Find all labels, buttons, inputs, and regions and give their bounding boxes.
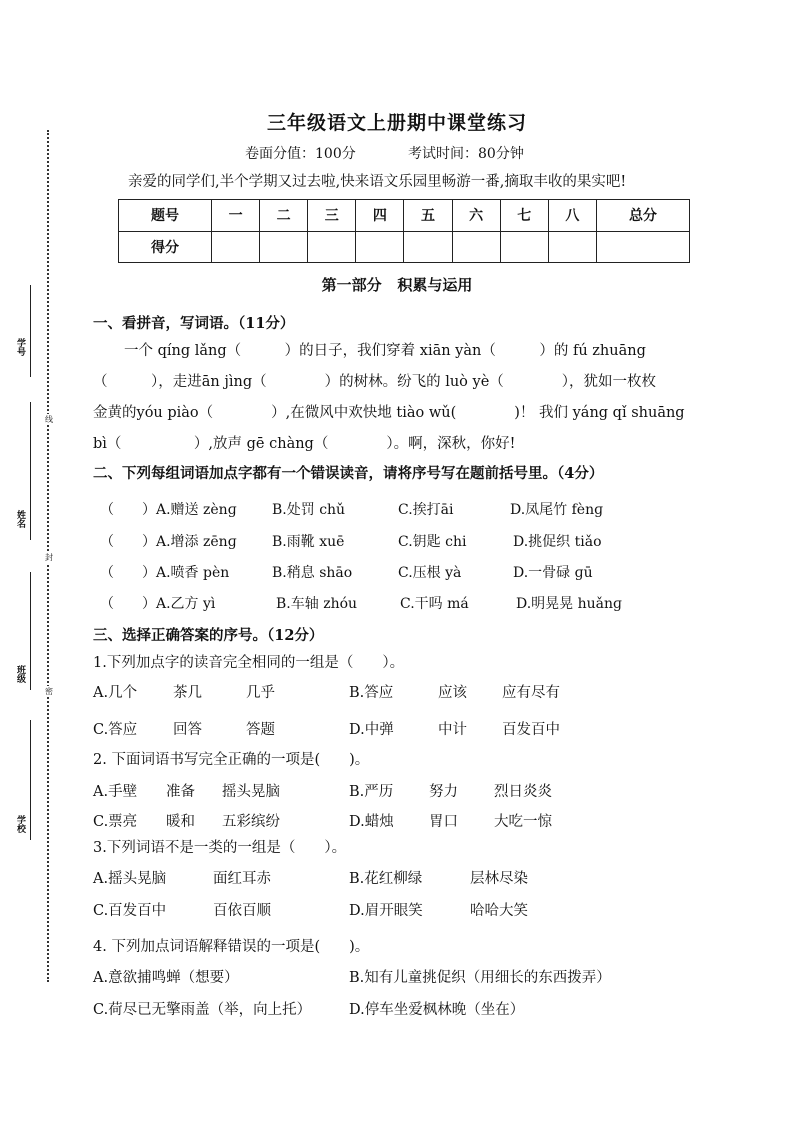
q3-item2-opt: 胃口 — [429, 814, 458, 830]
q1-heading: 一、看拼音，写词语。（11分） — [93, 315, 295, 332]
score-table-header-row — [119, 200, 690, 232]
q3-item2-opt: 暖和 — [166, 814, 195, 830]
q2-row2-d: D.挑促织 tiǎo — [513, 534, 602, 550]
q3-item3-opt: 哈哈大笑 — [470, 903, 528, 919]
q1-line-2: （ ），走进ān jìng（ ）的树林。纷飞的 luò yè（ ），犹如一枚枚 — [93, 374, 657, 390]
q2-row1-c: C.挨打āi — [398, 502, 454, 518]
q3-item2-opt: D.蜡烛 — [349, 814, 394, 830]
binding-label-student-id: 学号 — [15, 338, 25, 356]
q3-item2-opt: 烈日炎炎 — [494, 784, 552, 800]
school-line — [30, 720, 31, 840]
q2-row2-c: C.钥匙 chi — [398, 534, 467, 550]
q1-line-1: 一个 qíng lǎng（ ）的日子，我们穿着 xiān yàn（ ）的 fú zhuāng — [124, 343, 646, 359]
col-6: 六 — [452, 200, 500, 232]
q3-item4-opt: D.停车坐爱枫林晚（坐在） — [349, 1002, 525, 1018]
q3-item2-opt: C.票亮 — [93, 814, 138, 830]
q3-item2-opt: 五彩缤纷 — [222, 814, 280, 830]
q2-row1-b: B.处罚 chǔ — [272, 502, 346, 518]
col-7: 七 — [500, 200, 548, 232]
score-cell[interactable] — [500, 231, 548, 263]
q3-item1-stem: 1.下列加点字的读音完全相同的一组是（ ）。 — [93, 655, 405, 671]
binding-word-seal: 封 — [45, 553, 53, 562]
q3-item2-opt: B.严历 — [349, 784, 394, 800]
q3-item1-opt: A.几个 — [93, 685, 138, 701]
col-3: 三 — [308, 200, 356, 232]
q2-row4-d: D.明晃晃 huǎnɡ — [516, 596, 622, 612]
q3-item2-opt: 摇头晃脑 — [222, 784, 280, 800]
row-header-number: 题号 — [119, 200, 212, 232]
q3-item3-opt: 层林尽染 — [470, 871, 528, 887]
student-id-line — [30, 285, 31, 377]
q3-item1-opt: 几乎 — [246, 685, 275, 701]
q3-item3-stem: 3.下列词语不是一类的一组是（ ）。 — [93, 840, 347, 856]
q3-item3-opt: 面红耳赤 — [213, 871, 271, 887]
col-5: 五 — [404, 200, 452, 232]
q2-row3-a: （ ）A.喷香 pèn — [100, 565, 230, 581]
q3-item2-opt: 大吃一惊 — [494, 814, 552, 830]
q2-row3-d: D.一骨碌 ɡū — [513, 565, 593, 581]
part-title: 第一部分 积累与运用 — [321, 276, 473, 294]
q3-item4-stem: 4. 下列加点词语解释错误的一项是( )。 — [93, 939, 370, 955]
score-cell[interactable] — [212, 231, 260, 263]
q3-item1-opt: 百发百中 — [502, 722, 560, 738]
q3-item2-opt: A.手壁 — [93, 784, 138, 800]
q2-row2-b: B.雨靴 xuē — [272, 534, 345, 550]
q3-item1-opt: 回答 — [173, 722, 202, 738]
q3-item2-opt: 努力 — [429, 784, 458, 800]
q2-row1-d: D.凤尾竹 fènɡ — [510, 502, 604, 518]
row-header-score: 得分 — [119, 231, 212, 263]
q3-item3-opt: A.摇头晃脑 — [93, 871, 167, 887]
binding-label-school: 学校 — [15, 815, 25, 833]
q3-heading: 三、选择正确答案的序号。（12分） — [93, 627, 324, 644]
q2-row1-a: （ ）A.赠送 zènɡ — [100, 502, 237, 518]
q1-line-4: bì（ ）,放声 gē chàng（ ）。啊，深秋，你好! — [93, 436, 516, 452]
score-cell[interactable] — [308, 231, 356, 263]
intro-text: 亲爱的同学们,半个学期又过去啦,快来语文乐园里畅游一番,摘取丰收的果实吧! — [128, 174, 627, 190]
name-line — [30, 402, 31, 540]
col-1: 一 — [212, 200, 260, 232]
score-cell[interactable] — [596, 231, 689, 263]
q2-row2-a: （ ）A.增添 zēnɡ — [100, 534, 237, 550]
q2-row3-c: C.压根 yà — [398, 565, 462, 581]
score-table-score-row — [119, 231, 690, 263]
q3-item3-opt: D.眉开眼笑 — [349, 903, 423, 919]
q3-item1-opt: C.答应 — [93, 722, 138, 738]
q2-heading: 二、下列每组词语加点字都有一个错误读音，请将序号写在题前括号里。（4分） — [93, 465, 604, 482]
q2-row3-b: B.稍息 shāo — [272, 565, 353, 581]
q3-item1-opt: 应该 — [438, 685, 467, 701]
score-cell[interactable] — [404, 231, 452, 263]
score-cell[interactable] — [260, 231, 308, 263]
binding-label-class: 班级 — [15, 665, 25, 683]
q2-row4-b: B.车轴 zhóu — [276, 596, 358, 612]
binding-word-line: 线 — [45, 415, 53, 424]
score-cell[interactable] — [452, 231, 500, 263]
score-total: 卷面分值：100分 — [245, 146, 356, 162]
q3-item1-opt: 茶几 — [173, 685, 202, 701]
q1-line-3: 金黄的yóu piào（ ）,在微风中欢快地 tiào wǔ( )！ 我们 yáng qǐ shuāng — [93, 405, 685, 421]
q3-item3-opt: 百依百顺 — [213, 903, 271, 919]
col-4: 四 — [356, 200, 404, 232]
q3-item4-opt: A.意欲捕鸣蝉（想要） — [93, 970, 239, 986]
col-2: 二 — [260, 200, 308, 232]
binding-word-secret: 密 — [45, 687, 53, 696]
q3-item1-opt: D.中弹 — [349, 722, 394, 738]
q3-item1-opt: 应有尽有 — [502, 685, 560, 701]
score-cell[interactable] — [548, 231, 596, 263]
q3-item3-opt: B.花红柳绿 — [349, 871, 423, 887]
q3-item1-opt: B.答应 — [349, 685, 394, 701]
col-total: 总分 — [596, 200, 689, 232]
binding-label-name: 姓名 — [15, 510, 25, 528]
page-title: 三年级语文上册期中课堂练习 — [266, 112, 527, 134]
score-cell[interactable] — [356, 231, 404, 263]
col-8: 八 — [548, 200, 596, 232]
exam-time: 考试时间：80分钟 — [408, 146, 524, 162]
q2-row4-c: C.干吗 má — [400, 596, 469, 612]
q3-item2-opt: 准备 — [166, 784, 195, 800]
class-line — [30, 572, 31, 690]
q3-item2-stem: 2. 下面词语书写完全正确的一项是( )。 — [93, 752, 370, 768]
q3-item4-opt: B.知有儿童挑促织（用细长的东西拨弄） — [349, 970, 611, 986]
q3-item1-opt: 答题 — [246, 722, 275, 738]
q3-item4-opt: C.荷尽已无擎雨盖（举，向上托） — [93, 1002, 312, 1018]
q2-row4-a: （ ）A.乙方 yì — [100, 596, 216, 612]
q3-item3-opt: C.百发百中 — [93, 903, 167, 919]
q3-item1-opt: 中计 — [438, 722, 467, 738]
score-table — [118, 199, 690, 263]
